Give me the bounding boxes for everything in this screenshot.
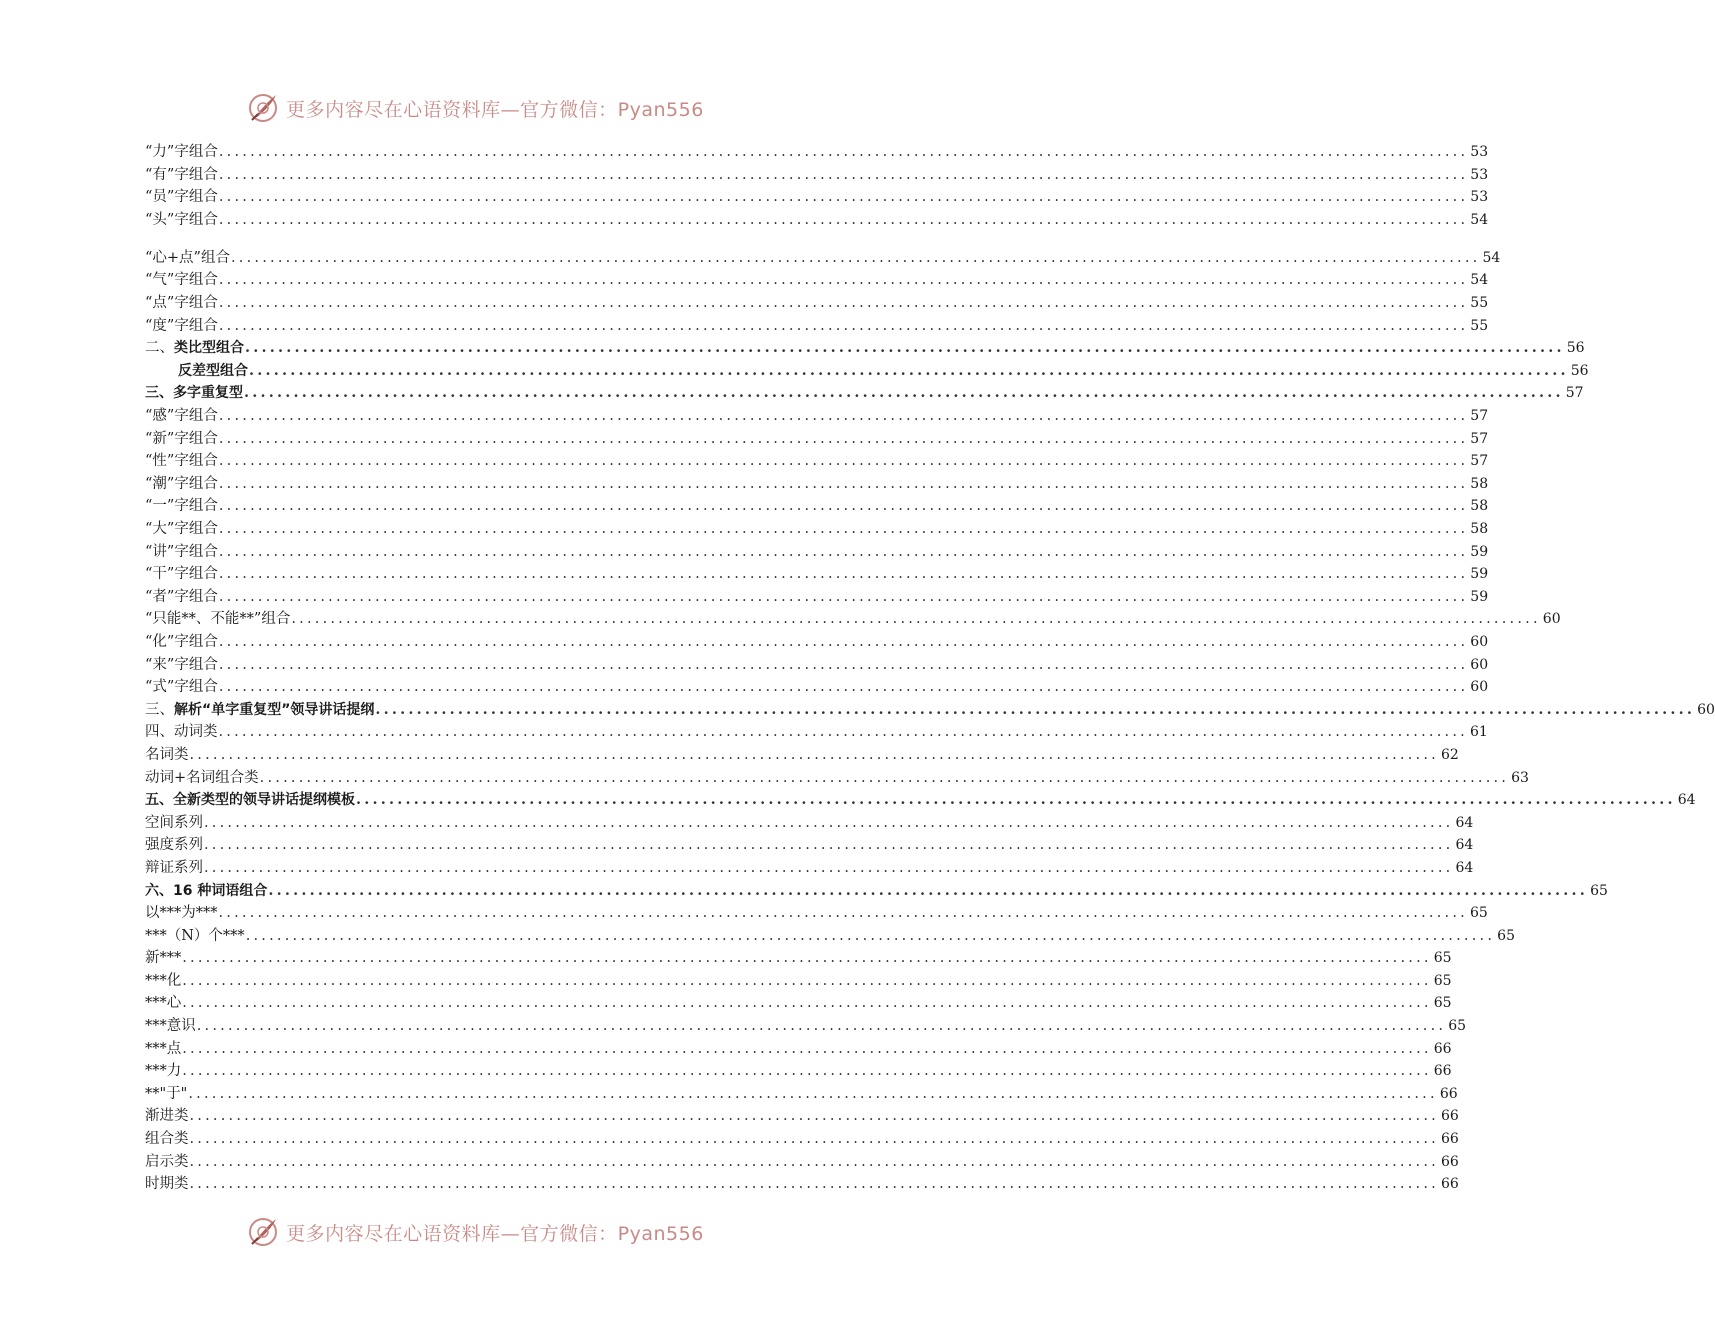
toc-page-number: 55: [1470, 317, 1489, 334]
toc-page-number: 65: [1433, 995, 1452, 1012]
toc-leader-dots: ................................................................................................................................................................: [204, 859, 1454, 876]
toc-entry-label: “只能**、不能**”组合: [145, 611, 291, 628]
toc-entry-label: “感”字组合: [145, 408, 218, 425]
toc-page-number: 57: [1470, 453, 1489, 470]
toc-page-number: 64: [1455, 837, 1474, 854]
toc-entry[interactable]: [145, 360, 1589, 383]
toc-leader-dots: ................................................................................................................................................................: [218, 498, 1469, 515]
toc-leader-dots: ................................................................................................................................................................: [218, 166, 1469, 183]
toc-entry[interactable]: [145, 992, 1452, 1015]
toc-entry-label: “心+点”组合: [145, 249, 230, 266]
toc-entry-label: “度”字组合: [145, 317, 218, 334]
toc-entry[interactable]: [145, 834, 1474, 857]
toc-entry-label: “性”字组合: [145, 453, 218, 470]
toc-page-number: 53: [1470, 166, 1489, 183]
toc-entry[interactable]: [145, 1105, 1459, 1128]
toc-page-number: 65: [1469, 905, 1488, 922]
toc-page-number: 64: [1455, 814, 1474, 831]
toc-leader-dots: ................................................................................................................................................................: [218, 408, 1469, 425]
toc-entry-label: “气”字组合: [145, 272, 218, 289]
toc-entry[interactable]: [145, 586, 1489, 609]
toc-entry-label: “一”字组合: [145, 498, 218, 515]
toc-entry-label: 强度系列: [145, 837, 203, 854]
toc-entry-label: 空间系列: [145, 814, 203, 831]
toc-page-number: 57: [1565, 385, 1584, 402]
toc-entry-label: 辩证系列: [145, 859, 203, 876]
toc-page-number: 60: [1697, 701, 1715, 718]
quill-logo-icon: [246, 1215, 280, 1249]
toc-leader-dots: ................................................................................................................................................................: [182, 995, 1432, 1012]
toc-page-number: 66: [1433, 1040, 1452, 1057]
toc-entry-label: 五、全新类型的领导讲话提纲模板: [145, 792, 355, 809]
toc-entry-label: “干”字组合: [145, 566, 218, 583]
toc-leader-dots: ................................................................................................................................................................: [189, 1176, 1439, 1193]
toc-entry[interactable]: [145, 699, 1715, 722]
toc-entry[interactable]: [145, 654, 1489, 677]
toc-leader-dots: ................................................................................................................................................................: [218, 430, 1469, 447]
toc-entry[interactable]: [145, 1038, 1452, 1061]
toc-leader-dots: ................................................................................................................................................................: [218, 588, 1469, 605]
toc-entry-label: “员”字组合: [145, 189, 218, 206]
toc-entry-label: 组合类: [145, 1131, 189, 1148]
toc-page-number: 54: [1470, 211, 1489, 228]
toc-leader-dots: ................................................................................................................................................................: [230, 249, 1481, 266]
toc-page-number: 60: [1470, 679, 1489, 696]
toc-leader-dots: ................................................................................................................................................................: [189, 1153, 1439, 1170]
watermark-text: 更多内容尽在心语资料库—官方微信：Pyan556: [286, 1222, 704, 1245]
toc-leader-dots: ................................................................................................................................................................: [218, 453, 1469, 470]
toc-entry[interactable]: [145, 812, 1474, 835]
toc-entry-label: 四、动词类: [145, 724, 218, 741]
toc-leader-dots: ................................................................................................................................................................: [218, 189, 1469, 206]
toc-leader-dots: ................................................................................................................................................................: [249, 361, 1569, 379]
toc-leader-dots: ................................................................................................................................................................: [218, 633, 1469, 650]
toc-entry-label: ***（N）个***: [145, 927, 245, 944]
toc-entry[interactable]: [145, 428, 1489, 451]
toc-entry[interactable]: [145, 1015, 1467, 1038]
toc-entry-label: 动词+名词组合类: [145, 769, 259, 786]
toc-leader-dots: ................................................................................................................................................................: [291, 611, 1541, 628]
toc-leader-dots: ................................................................................................................................................................: [189, 746, 1439, 763]
toc-entry[interactable]: [145, 247, 1501, 270]
toc-entry[interactable]: [145, 450, 1489, 473]
toc-entry[interactable]: [145, 518, 1489, 541]
toc-entry-label: “化”字组合: [145, 633, 218, 650]
toc-page-number: 60: [1542, 611, 1561, 628]
table-of-contents: [145, 141, 1715, 1196]
toc-page-number: 66: [1440, 1176, 1459, 1193]
toc-leader-dots: ................................................................................................................................................................: [218, 905, 1468, 922]
watermark-banner-top: [0, 88, 950, 128]
quill-logo-icon: [246, 91, 280, 125]
toc-entry[interactable]: [145, 857, 1474, 880]
toc-entry-label: 六、16 种词语组合: [145, 882, 268, 899]
toc-entry-label: ***点: [145, 1040, 182, 1057]
toc-page-number: 63: [1511, 769, 1529, 786]
toc-leader-dots: ................................................................................................................................................................: [182, 1040, 1432, 1057]
toc-entry-label: “潮”字组合: [145, 475, 218, 492]
toc-leader-dots: ................................................................................................................................................................: [244, 384, 1564, 402]
toc-page-number: 57: [1470, 408, 1489, 425]
toc-entry-label: 以***为***: [145, 905, 218, 922]
toc-leader-dots: ................................................................................................................................................................: [189, 1108, 1439, 1125]
toc-entry[interactable]: [145, 767, 1529, 790]
toc-entry[interactable]: [145, 1060, 1452, 1083]
toc-entry[interactable]: [145, 495, 1489, 518]
toc-leader-dots: ................................................................................................................................................................: [218, 475, 1469, 492]
toc-page-number: 54: [1482, 249, 1501, 266]
toc-entry-label: “大”字组合: [145, 521, 218, 537]
toc-leader-dots: ................................................................................................................................................................: [188, 1085, 1438, 1102]
toc-entry-label: “者”字组合: [145, 588, 218, 605]
toc-entry[interactable]: [145, 405, 1489, 428]
watermark-banner-bottom: [0, 1212, 950, 1252]
toc-page-number: 66: [1433, 1063, 1452, 1080]
toc-page-number: 56: [1566, 340, 1585, 357]
toc-entry-label: 反差型组合: [178, 362, 248, 379]
toc-entry[interactable]: [145, 337, 1585, 360]
toc-leader-dots: ................................................................................................................................................................: [204, 837, 1454, 854]
toc-entry[interactable]: [145, 292, 1489, 315]
toc-entry[interactable]: [145, 209, 1489, 232]
toc-entry-label: ***力: [145, 1063, 182, 1080]
toc-page-number: 65: [1590, 882, 1608, 899]
toc-page-number: 60: [1470, 656, 1489, 673]
toc-entry[interactable]: [145, 315, 1489, 338]
toc-entry-label: 启示类: [145, 1153, 189, 1170]
toc-entry[interactable]: [145, 970, 1452, 993]
toc-entry[interactable]: [145, 164, 1489, 187]
toc-leader-dots: ................................................................................................................................................................: [375, 700, 1696, 718]
toc-leader-dots: ................................................................................................................................................................: [196, 1018, 1447, 1035]
toc-leader-dots: ................................................................................................................................................................: [218, 211, 1469, 228]
toc-entry-label: “头”字组合: [145, 211, 218, 228]
toc-page-number: 58: [1470, 475, 1489, 492]
toc-entry-label: “式”字组合: [145, 679, 218, 696]
toc-leader-dots: ................................................................................................................................................................: [218, 543, 1469, 560]
toc-page-number: 59: [1470, 588, 1489, 605]
toc-leader-dots: ................................................................................................................................................................: [218, 521, 1469, 537]
toc-page-number: 66: [1440, 1153, 1459, 1170]
toc-leader-dots: ................................................................................................................................................................: [259, 769, 1510, 786]
toc-entry-label: “力”字组合: [145, 144, 218, 160]
toc-entry-label: 时期类: [145, 1176, 189, 1193]
toc-page-number: 61: [1469, 724, 1488, 741]
toc-entry-label: **"于": [145, 1085, 188, 1102]
toc-entry[interactable]: [145, 1128, 1459, 1151]
toc-page-number: 65: [1433, 972, 1452, 989]
toc-entry[interactable]: [145, 880, 1608, 903]
toc-page-number: 65: [1448, 1018, 1467, 1035]
toc-leader-dots: ................................................................................................................................................................: [356, 791, 1676, 809]
toc-entry[interactable]: [145, 269, 1489, 292]
toc-page-number: 57: [1470, 430, 1489, 447]
toc-entry[interactable]: [145, 1173, 1459, 1196]
toc-page-number: 66: [1440, 1131, 1459, 1148]
toc-page-number: 65: [1433, 950, 1452, 967]
toc-entry[interactable]: [145, 1083, 1458, 1106]
toc-leader-dots: ................................................................................................................................................................: [182, 950, 1432, 967]
toc-leader-dots: ................................................................................................................................................................: [218, 272, 1469, 289]
toc-page-number: 59: [1470, 543, 1489, 560]
toc-entry-label: “点”字组合: [145, 295, 218, 312]
toc-leader-dots: ................................................................................................................................................................: [218, 144, 1469, 160]
toc-page-number: 64: [1677, 792, 1696, 809]
toc-leader-dots: ................................................................................................................................................................: [218, 295, 1469, 312]
toc-leader-dots: ................................................................................................................................................................: [218, 656, 1469, 673]
toc-entry[interactable]: [145, 186, 1489, 209]
toc-entry-label: ***心: [145, 995, 182, 1012]
toc-entry[interactable]: [145, 141, 1489, 164]
toc-entry-label: 新***: [145, 950, 182, 967]
toc-page-number: 55: [1470, 295, 1489, 312]
toc-entry-label: ***意识: [145, 1018, 196, 1035]
toc-entry-label: 三、解析“单字重复型”领导讲话提纲: [145, 701, 375, 718]
toc-entry[interactable]: [145, 947, 1452, 970]
toc-entry[interactable]: [145, 721, 1488, 744]
toc-page-number: 58: [1470, 521, 1489, 537]
toc-entry[interactable]: [145, 744, 1459, 767]
toc-entry-label: 二、类比型组合: [145, 340, 244, 357]
toc-page-number: 59: [1470, 566, 1489, 583]
toc-entry[interactable]: [145, 676, 1489, 699]
toc-entry-label: “讲”字组合: [145, 543, 218, 560]
toc-leader-dots: ................................................................................................................................................................: [268, 881, 1589, 899]
toc-entry-label: “有”字组合: [145, 166, 218, 183]
toc-entry[interactable]: [145, 473, 1489, 496]
toc-leader-dots: ................................................................................................................................................................: [218, 724, 1468, 741]
toc-entry[interactable]: [145, 631, 1489, 654]
toc-entry-label: 名词类: [145, 746, 189, 763]
toc-entry[interactable]: [145, 382, 1584, 405]
toc-leader-dots: ................................................................................................................................................................: [182, 972, 1432, 989]
toc-page-number: 54: [1470, 272, 1489, 289]
toc-entry-label: 三、多字重复型: [145, 385, 243, 402]
toc-entry[interactable]: [145, 902, 1488, 925]
toc-entry[interactable]: [145, 563, 1489, 586]
toc-entry[interactable]: [145, 925, 1515, 948]
toc-entry-label: “新”字组合: [145, 430, 218, 447]
toc-leader-dots: ................................................................................................................................................................: [218, 679, 1469, 696]
toc-page-number: 58: [1470, 498, 1489, 515]
toc-entry-label: 渐进类: [145, 1108, 189, 1125]
watermark-text: 更多内容尽在心语资料库—官方微信：Pyan556: [286, 98, 704, 121]
toc-leader-dots: ................................................................................................................................................................: [245, 927, 1496, 944]
toc-entry-label: ***化: [145, 972, 182, 989]
toc-entry[interactable]: [145, 1151, 1459, 1174]
toc-page-number: 60: [1470, 633, 1489, 650]
toc-leader-dots: ................................................................................................................................................................: [182, 1063, 1432, 1080]
toc-page-number: 65: [1497, 927, 1515, 944]
toc-leader-dots: ................................................................................................................................................................: [204, 814, 1454, 831]
toc-page-number: 66: [1440, 1108, 1459, 1125]
toc-page-number: 64: [1455, 859, 1474, 876]
toc-entry-label: “来”字组合: [145, 656, 218, 673]
toc-leader-dots: ................................................................................................................................................................: [218, 317, 1469, 334]
toc-leader-dots: ................................................................................................................................................................: [245, 339, 1565, 357]
toc-entry[interactable]: [145, 608, 1561, 631]
toc-page-number: 66: [1439, 1085, 1458, 1102]
toc-leader-dots: ................................................................................................................................................................: [218, 566, 1469, 583]
toc-page-number: 62: [1440, 746, 1459, 763]
toc-entry[interactable]: [145, 541, 1489, 564]
toc-entry[interactable]: [145, 789, 1696, 812]
toc-page-number: 53: [1470, 189, 1489, 206]
toc-page-number: 56: [1570, 362, 1589, 379]
toc-page-number: 53: [1470, 144, 1489, 160]
toc-leader-dots: ................................................................................................................................................................: [189, 1131, 1439, 1148]
